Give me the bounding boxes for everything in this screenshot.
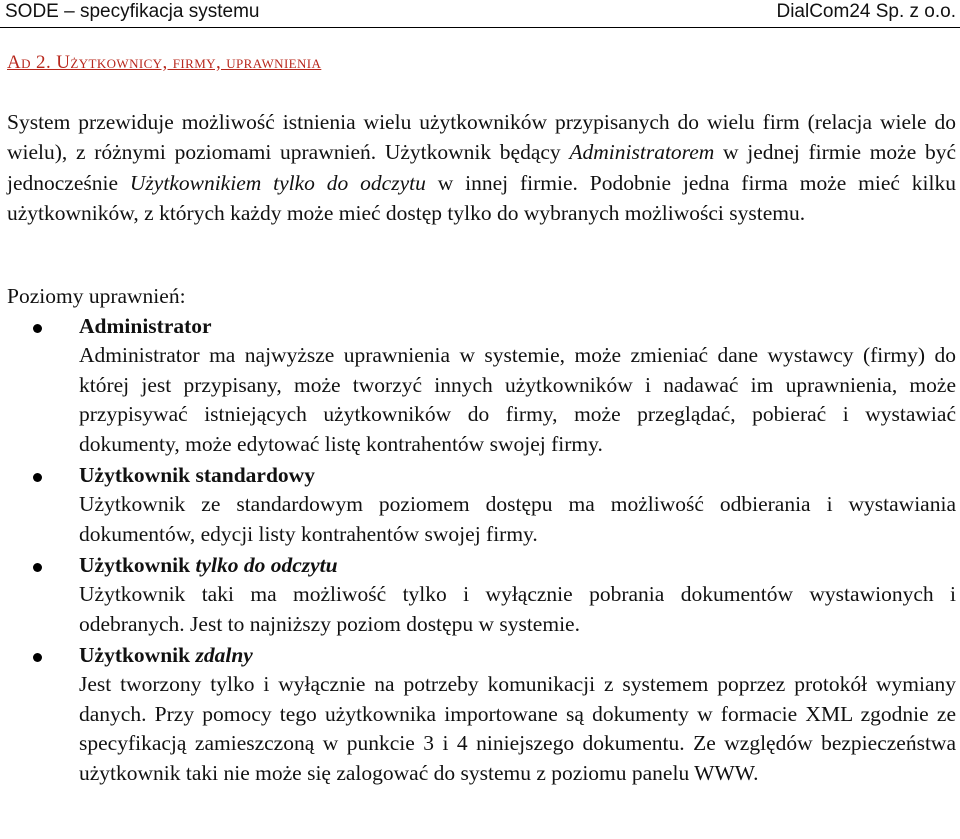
section-title: Ad 2. Użytkownicy, firmy, uprawnienia xyxy=(7,52,322,73)
level-title xyxy=(79,312,956,341)
header-company: DialCom24 Sp. z o.o. xyxy=(776,1,956,22)
header-doc-title: SODE – specyfikacja systemu xyxy=(5,1,260,22)
level-description: Użytkownik taki ma możliwość tylko i wyłącznie pobrania dokumentów wystawionych i odebranych. Jest to najniższy poziom dostępu w systemie. xyxy=(79,582,956,636)
level-title-text: Użytkownik xyxy=(79,553,196,577)
level-description: Administrator ma najwyższe uprawnienia w systemie, może zmieniać dane wystawcy (firmy) do której jest przypisany, może tworzyć innych użytkowników i nadawać im uprawnienia, może przypisywać istniejących użytkowników do firmy, może przeglądać, pobierać i wystawiać dokumenty, może edytować listę kontrahentów swojej firmy. xyxy=(79,343,956,456)
bullet-icon xyxy=(33,563,42,572)
level-description: Jest tworzony tylko i wyłącznie na potrzeby komunikacji z systemem poprzez protokół wymiany danych. Przy pomocy tego użytkownika importowane są dokumenty w formacie XML zgodnie ze specyfikacją zamieszczoną w punkcie 3 i 4 niniejszego dokumentu. Ze względów bezpieczeństwa użytkownik taki nie może się zalogować do systemu z poziomu panelu WWW. xyxy=(79,672,956,785)
page-header xyxy=(5,0,956,24)
list-item xyxy=(0,461,960,549)
intro-text-2: w jednej firmie może być jednocześnie xyxy=(7,140,956,195)
levels-list xyxy=(0,312,960,790)
level-title-emphasis: zdalny xyxy=(195,643,253,667)
intro-text-1: System przewiduje możliwość istnienia wielu użytkowników przypisanych do wielu firm (relacja wiele do wielu), z różnymi poziomami uprawnień. Użytkownik będący xyxy=(7,110,956,165)
intro-emphasis-readonly: Użytkownikiem tylko do odczytu xyxy=(129,170,426,195)
level-title-emphasis: tylko do odczytu xyxy=(195,553,338,577)
intro-emphasis-admin: Administratorem xyxy=(569,140,715,165)
level-title-text: Administrator xyxy=(79,314,212,338)
list-item xyxy=(0,551,960,639)
header-rule xyxy=(0,27,960,28)
level-description: Użytkownik ze standardowym poziomem dostępu ma możliwość odbierania i wystawiania dokumentów, edycji listy kontrahentów swojej firmy. xyxy=(79,492,956,546)
level-title xyxy=(79,641,956,670)
level-title xyxy=(79,461,956,490)
bullet-icon xyxy=(33,653,42,662)
level-title xyxy=(79,551,956,580)
intro-text-3: w innej firmie. Podobnie jedna firma może mieć kilku użytkowników, z których każdy może mieć dostęp tylko do wybranych możliwości systemu. xyxy=(7,170,956,226)
bullet-icon xyxy=(33,473,42,482)
levels-label: Poziomy uprawnień: xyxy=(7,284,186,308)
bullet-icon xyxy=(33,324,42,333)
intro-paragraph xyxy=(7,107,956,229)
level-title-text: Użytkownik standardowy xyxy=(79,463,315,487)
list-item xyxy=(0,641,960,788)
level-title-text: Użytkownik xyxy=(79,643,196,667)
list-item xyxy=(0,312,960,459)
